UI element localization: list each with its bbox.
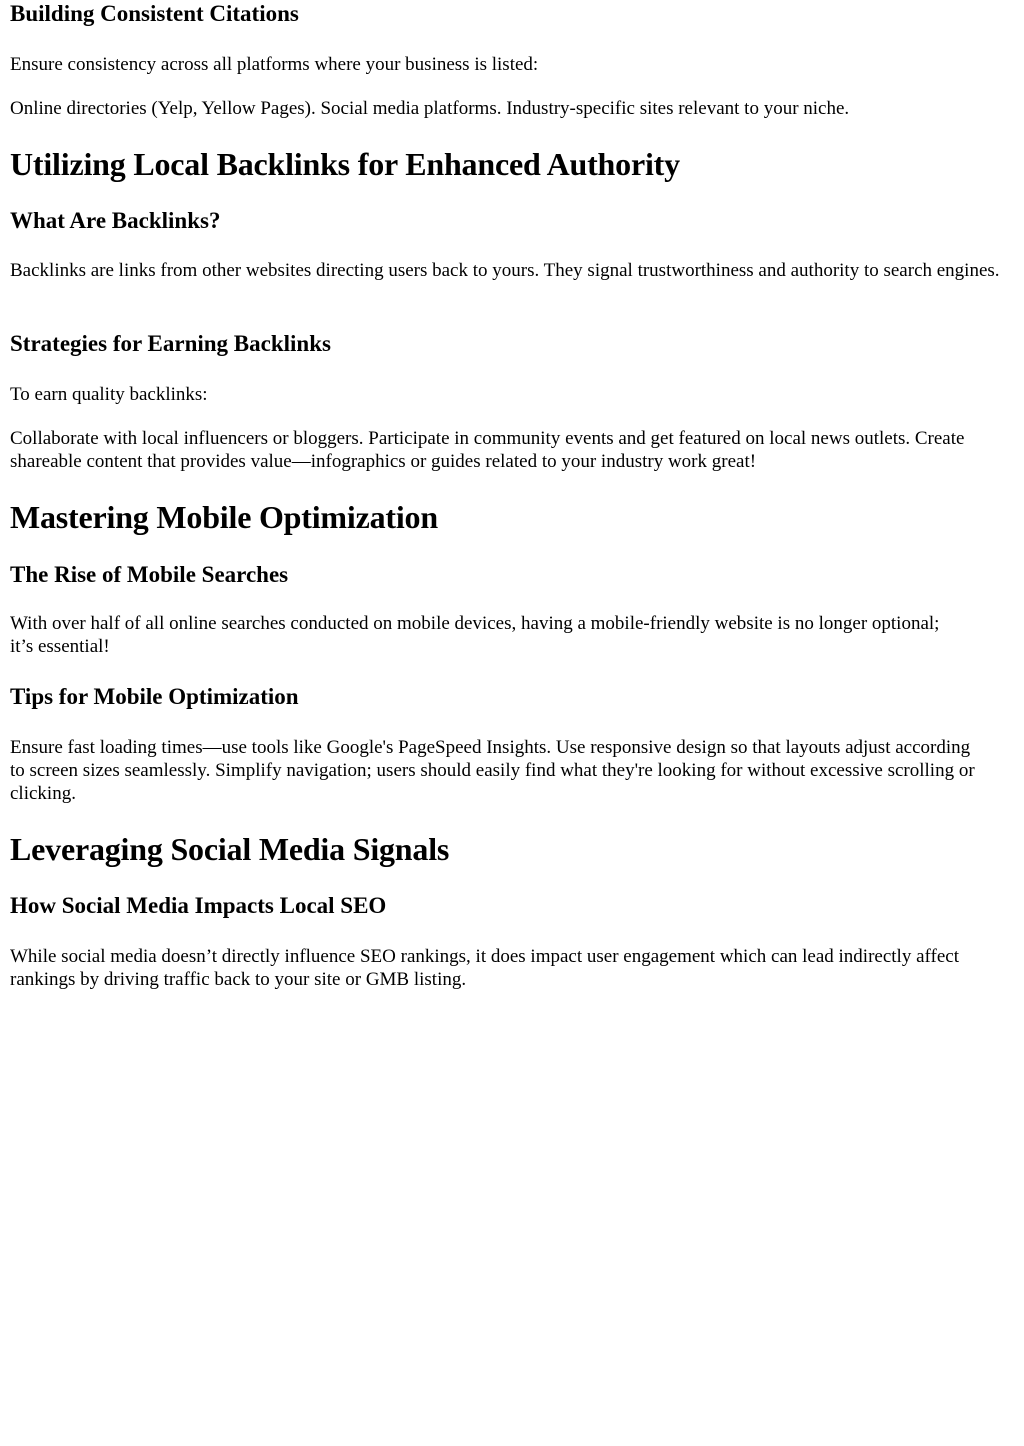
- social-impact-text: While social media doesn’t directly influence SEO rankings, it does impact user engagement which can lead indirectly affect rankings by driving traffic back to your site or GMB listing.: [10, 946, 959, 990]
- backlinks-what-heading: What Are Backlinks?: [10, 208, 221, 233]
- social-impact-heading: How Social Media Impacts Local SEO: [10, 893, 387, 918]
- social-title: Leveraging Social Media Signals: [10, 831, 450, 867]
- citations-list: Online directories (Yelp, Yellow Pages). Social media platforms. Industry-specific sites relevant to your niche.: [10, 98, 850, 119]
- mobile-tips-heading: Tips for Mobile Optimization: [10, 684, 299, 709]
- backlinks-what-text: Backlinks are links from other websites directing users back to yours. They signal trustworthiness and authority to search engines.: [10, 260, 1000, 281]
- mobile-rise-text: With over half of all online searches conducted on mobile devices, having a mobile-friendly website is no longer optional; it’s essential!: [10, 613, 940, 657]
- citations-heading: Building Consistent Citations: [10, 1, 299, 26]
- backlinks-strategies-heading: Strategies for Earning Backlinks: [10, 331, 331, 356]
- mobile-title: Mastering Mobile Optimization: [10, 499, 438, 535]
- backlinks-strategies-list: Collaborate with local influencers or bloggers. Participate in community events and get featured on local news outlets. Create shareable content that provides value—infographics or guides related to your industry work great!: [10, 428, 965, 472]
- citations-intro: Ensure consistency across all platforms where your business is listed:: [10, 54, 539, 75]
- backlinks-title: Utilizing Local Backlinks for Enhanced Authority: [10, 146, 680, 182]
- mobile-tips-text: Ensure fast loading times—use tools like Google's PageSpeed Insights. Use responsive design so that layouts adjust according to screen sizes seamlessly. Simplify navigation; users should easily find what they're looking for without excessive scrolling or clicking.: [10, 737, 975, 804]
- mobile-rise-heading: The Rise of Mobile Searches: [10, 562, 289, 587]
- backlinks-strategies-intro: To earn quality backlinks:: [10, 384, 208, 405]
